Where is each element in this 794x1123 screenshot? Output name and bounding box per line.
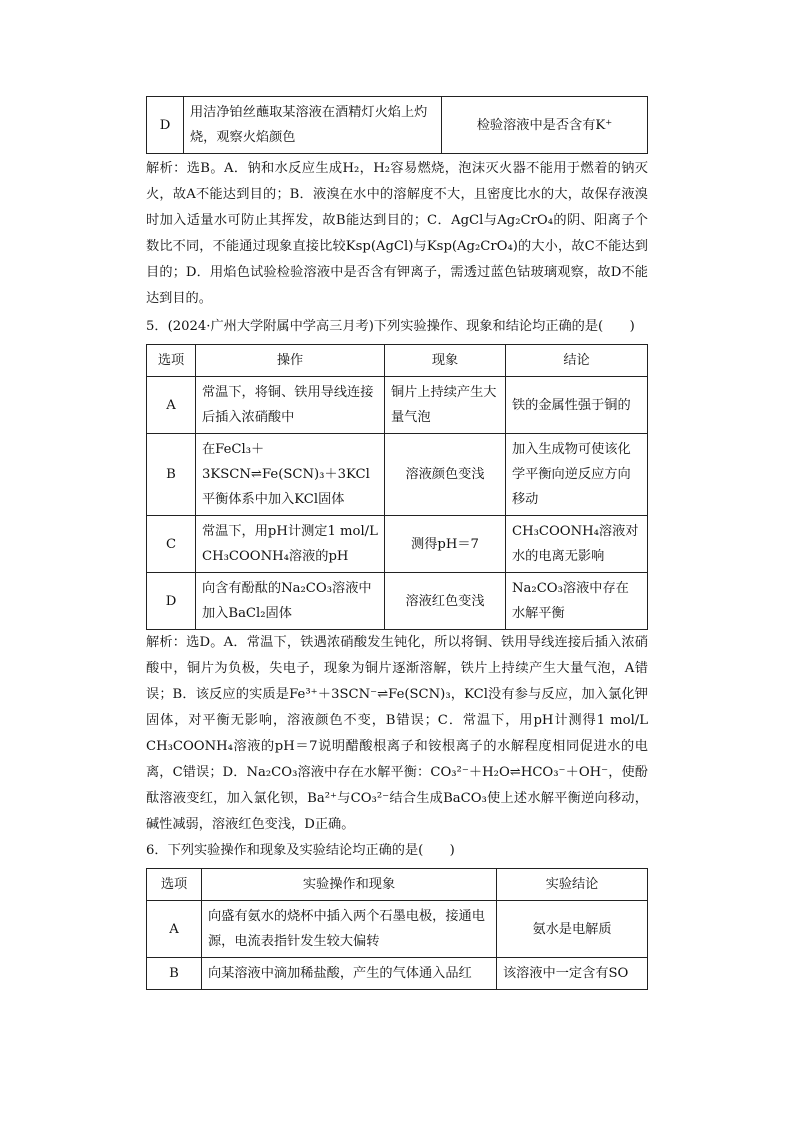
option-cell: D (147, 573, 196, 630)
table-row (147, 516, 648, 573)
table-row (147, 901, 648, 958)
option-cell: A (147, 901, 202, 958)
table-q5 (146, 344, 648, 630)
question-5: 5．(2024·广州大学附属中学高三月考)下列实验操作、现象和结论均正确的是( ) (146, 319, 635, 334)
page-content (146, 96, 648, 990)
table-q4-tail (146, 96, 648, 154)
option-cell: B (147, 434, 196, 516)
table-row (147, 97, 648, 154)
phenomenon-cell: 测得pH＝7 (385, 516, 506, 573)
header-option: 选项 (147, 869, 202, 901)
conclusion-cell: 铁的金属性强于铜的 (506, 377, 648, 434)
table-row (147, 573, 648, 630)
operation-cell: 用洁净铂丝蘸取某溶液在酒精灯火焰上灼烧，观察火焰颜色 (184, 97, 442, 154)
phenomenon-cell: 铜片上持续产生大量气泡 (385, 377, 506, 434)
option-cell: C (147, 516, 196, 573)
conclusion-cell: Na₂CO₃溶液中存在水解平衡 (506, 573, 648, 630)
table-q6 (146, 868, 648, 990)
table-header-row (147, 869, 648, 901)
purpose-cell: 检验溶液中是否含有K⁺ (442, 97, 648, 154)
option-cell: A (147, 377, 196, 434)
phenomenon-cell: 溶液颜色变浅 (385, 434, 506, 516)
table-row (147, 434, 648, 516)
table-header-row (147, 345, 648, 377)
header-conclusion: 实验结论 (497, 869, 648, 901)
operation-cell: 在FeCl₃＋3KSCN⇌Fe(SCN)₃＋3KCl平衡体系中加入KCl固体 (196, 434, 385, 516)
header-operation: 实验操作和现象 (202, 869, 497, 901)
option-cell: B (147, 958, 202, 990)
operation-cell: 向含有酚酞的Na₂CO₃溶液中加入BaCl₂固体 (196, 573, 385, 630)
operation-cell: 常温下，将铜、铁用导线连接后插入浓硝酸中 (196, 377, 385, 434)
operation-cell: 常温下，用pH计测定1 mol/L CH₃COONH₄溶液的pH (196, 516, 385, 573)
conclusion-cell: 该溶液中一定含有SO (497, 958, 648, 990)
operation-cell: 向盛有氨水的烧杯中插入两个石墨电极，接通电源，电流表指针发生较大偏转 (202, 901, 497, 958)
conclusion-cell: 氨水是电解质 (497, 901, 648, 958)
table-row (147, 958, 648, 990)
operation-cell: 向某溶液中滴加稀盐酸，产生的气体通入品红 (202, 958, 497, 990)
analysis-q5: 解析：选D。A．常温下，铁遇浓硝酸发生钝化，所以将铜、铁用导线连接后插入浓硝酸中，铜片为负极，失电子，现象为铜片逐渐溶解，铁片上持续产生大量气泡，A错误；B．该反应的实质是Fe³⁺＋3SCN⁻⇌Fe(SCN)₃，KCl没有参与反应，加入氯化钾固体，对平衡无影响，溶液颜色不变，B错误；C．常温下，用pH计测得1 mol/L CH₃COONH₄溶液的pH＝7说明醋酸根离子和铵根离子的水解程度相同促进水的电离，C错误；D．Na₂CO₃溶液中存在水解平衡：CO₃²⁻＋H₂O⇌HCO₃⁻＋OH⁻，使酚酞溶液变红，加入氯化钡，Ba²⁺与CO₃²⁻结合生成BaCO₃使上述水解平衡逆向移动，碱性减弱，溶液红色变浅，D正确。 (146, 635, 648, 832)
header-phenomenon: 现象 (385, 345, 506, 377)
question-6: 6．下列实验操作和现象及实验结论均正确的是( ) (146, 843, 455, 858)
conclusion-cell: CH₃COONH₄溶液对水的电离无影响 (506, 516, 648, 573)
table-row (147, 377, 648, 434)
header-option: 选项 (147, 345, 196, 377)
conclusion-cell: 加入生成物可使该化学平衡向逆反应方向移动 (506, 434, 648, 516)
phenomenon-cell: 溶液红色变浅 (385, 573, 506, 630)
header-operation: 操作 (196, 345, 385, 377)
header-conclusion: 结论 (506, 345, 648, 377)
option-cell: D (147, 97, 184, 154)
analysis-q4: 解析：选B。A．钠和水反应生成H₂，H₂容易燃烧，泡沫灭火器不能用于燃着的钠灭火，故A不能达到目的；B．液溴在水中的溶解度不大，且密度比水的大，故保存液溴时加入适量水可防止其挥发，故B能达到目的；C．AgCl与Ag₂CrO₄的阴、阳离子个数比不同，不能通过现象直接比较Ksp(AgCl)与Ksp(Ag₂CrO₄)的大小，故C不能达到目的；D．用焰色试验检验溶液中是否含有钾离子，需透过蓝色钴玻璃观察，故D不能达到目的。 (146, 161, 648, 306)
